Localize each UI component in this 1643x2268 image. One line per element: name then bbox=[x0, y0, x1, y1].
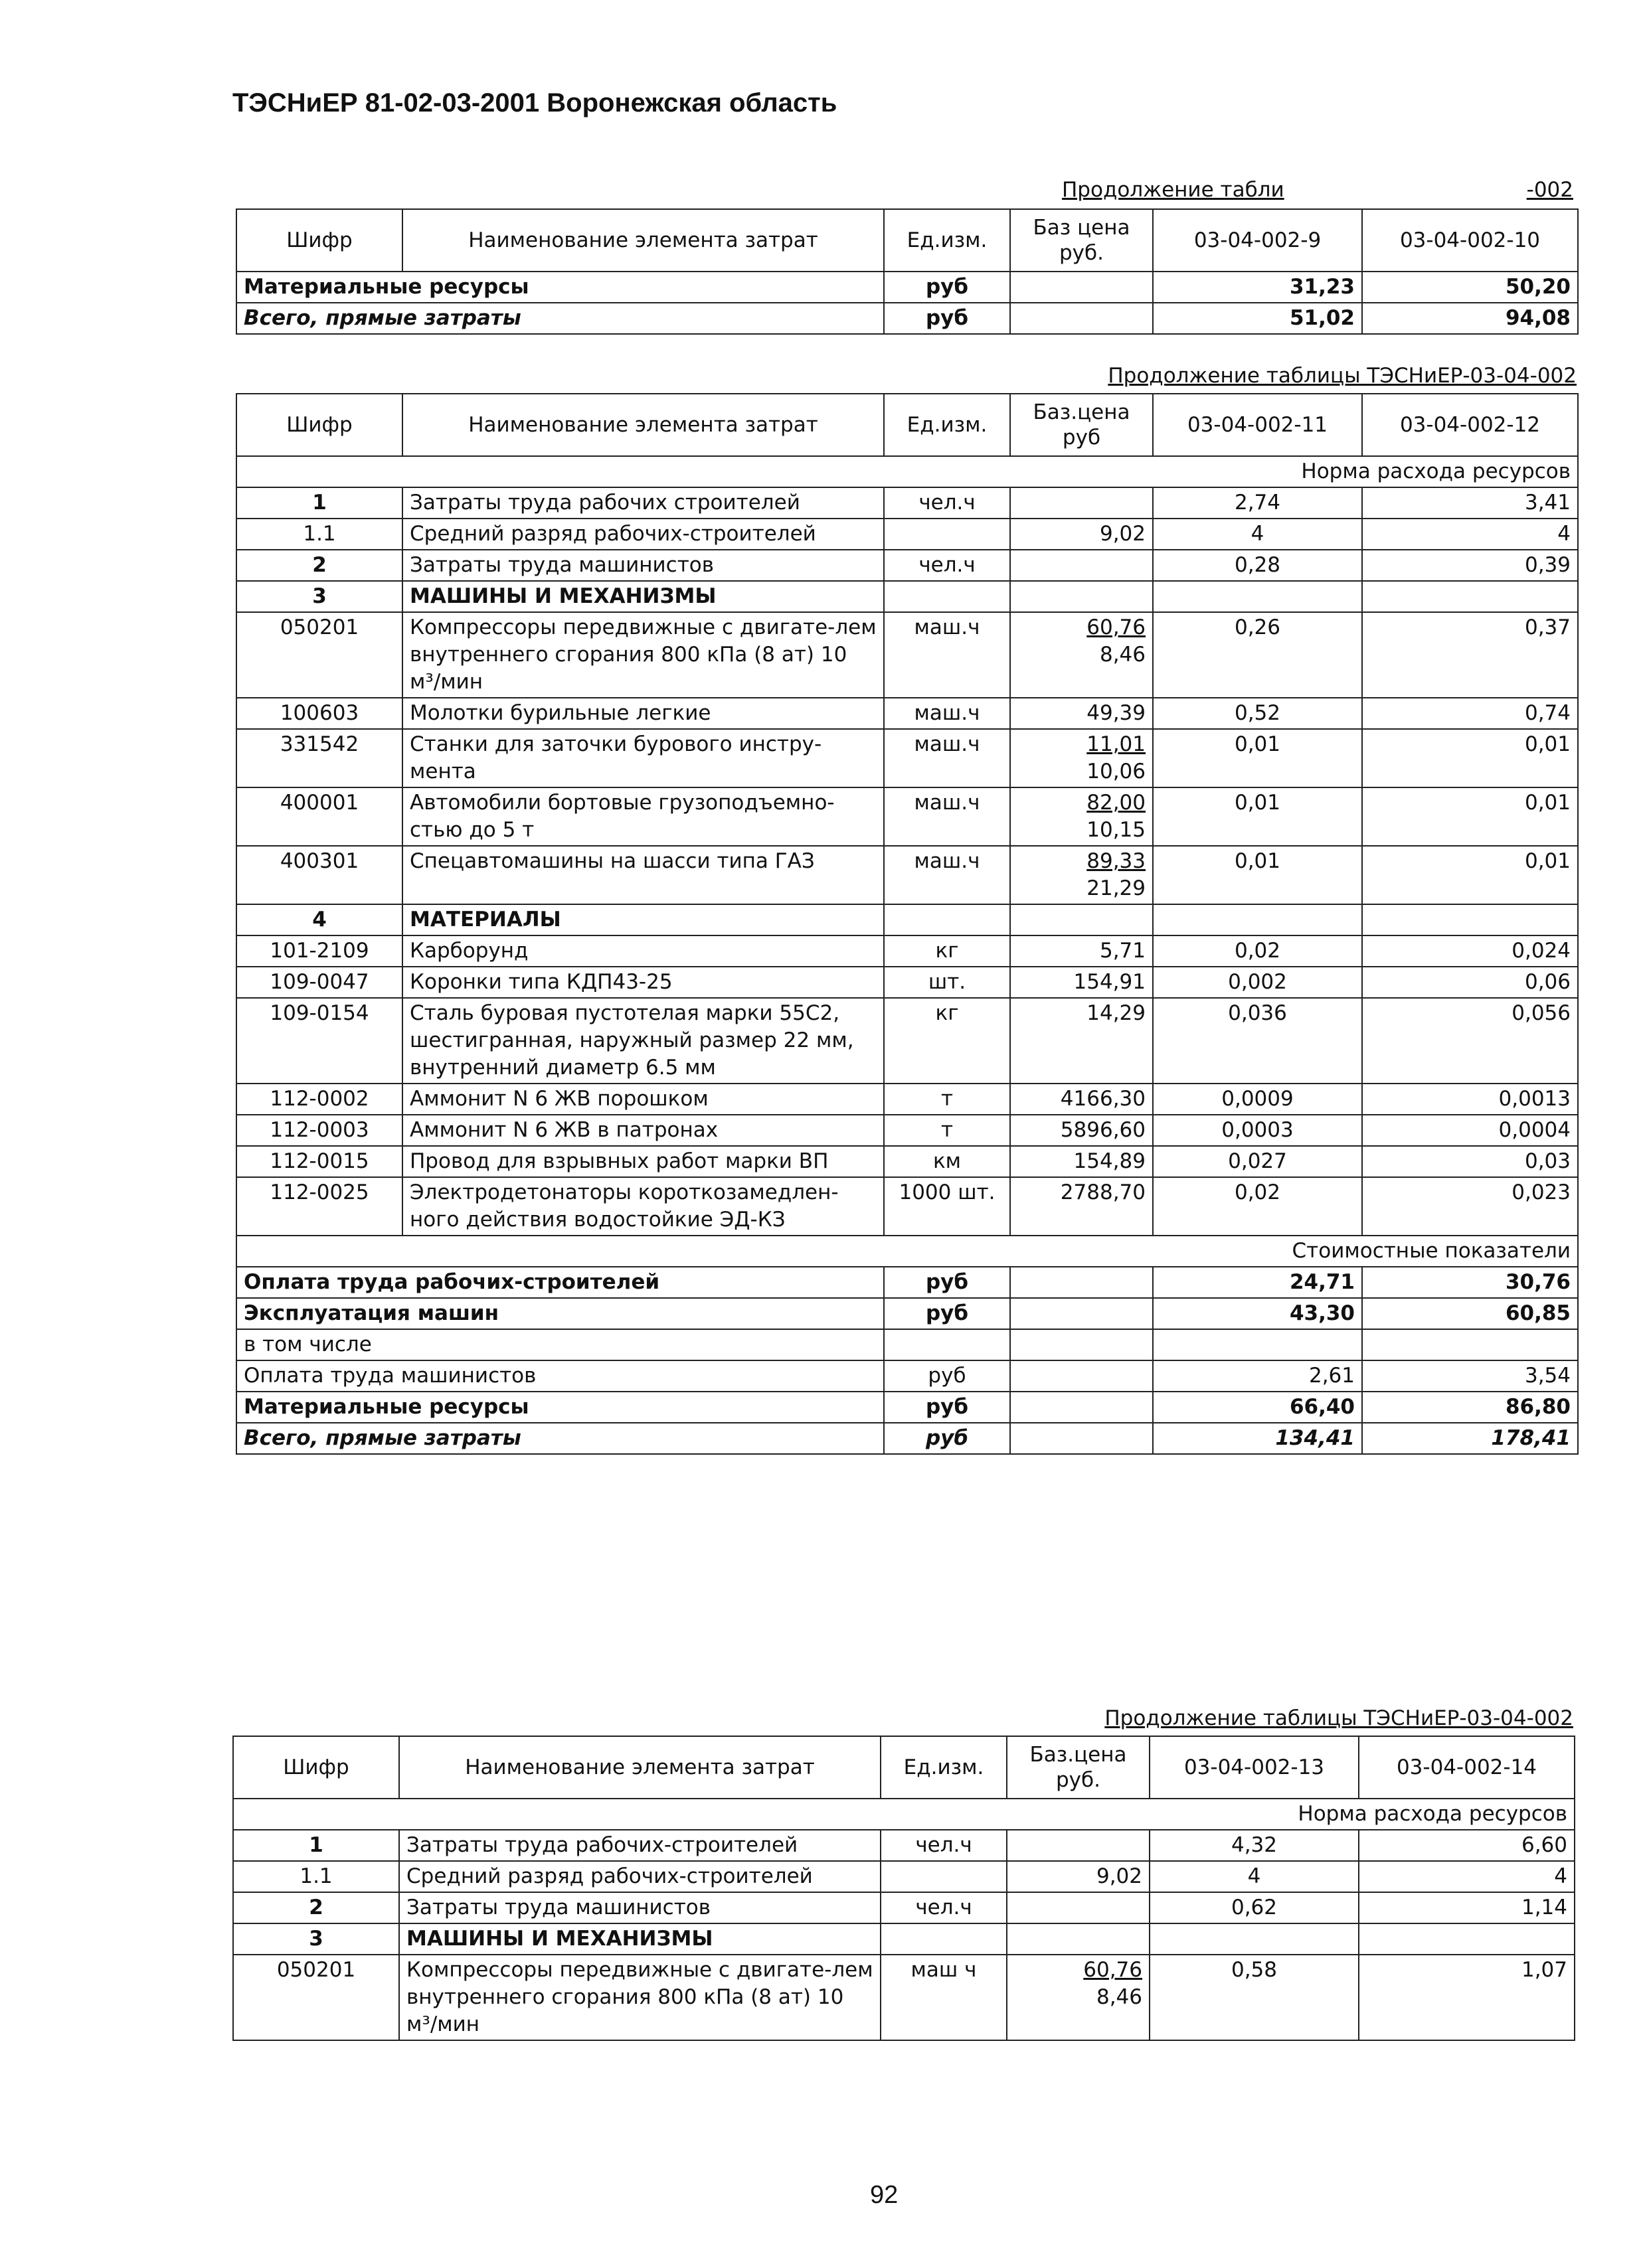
cost-name-cell: Оплата труда машинистов bbox=[236, 1360, 884, 1392]
name-cell: Станки для заточки бурового инстру-мента bbox=[402, 729, 884, 787]
value1-cell: 2,61 bbox=[1153, 1360, 1362, 1392]
name-cell: Спецавтомашины на шасси типа ГАЗ bbox=[402, 846, 884, 904]
table2-caption bbox=[1108, 364, 1577, 388]
value2-cell: 0,056 bbox=[1362, 998, 1578, 1084]
name-cell: Компрессоры передвижные с двигате-лем внутреннего сгорания 800 кПа (8 ат) 10 м³/мин bbox=[402, 612, 884, 698]
price-main: 89,33 bbox=[1086, 849, 1146, 873]
header-unit: Ед.изм. bbox=[881, 1736, 1007, 1799]
unit-cell: т bbox=[884, 1084, 1010, 1115]
cost-row bbox=[236, 272, 1578, 303]
unit-cell: шт. bbox=[884, 967, 1010, 998]
price-cell: 9,02 bbox=[1010, 519, 1153, 550]
value2-cell: 0,06 bbox=[1362, 967, 1578, 998]
code-cell: 050201 bbox=[236, 612, 402, 698]
unit-cell: маш.ч bbox=[884, 846, 1010, 904]
value1-cell: 51,02 bbox=[1153, 303, 1362, 334]
table1-caption-right: -002 bbox=[1526, 178, 1573, 202]
value1-cell: 24,71 bbox=[1153, 1267, 1362, 1298]
price-cell bbox=[1010, 1392, 1153, 1423]
price-cell bbox=[1010, 303, 1153, 334]
price-cell bbox=[1010, 272, 1153, 303]
value1-cell: 0,01 bbox=[1153, 846, 1362, 904]
name-cell: Провод для взрывных работ марки ВП bbox=[402, 1146, 884, 1177]
cost-row bbox=[236, 1392, 1578, 1423]
labor-row bbox=[233, 1892, 1575, 1923]
value1-cell bbox=[1153, 581, 1362, 612]
unit-cell bbox=[881, 1923, 1007, 1955]
price-cell: 5,71 bbox=[1010, 935, 1153, 967]
material-row bbox=[236, 1146, 1578, 1177]
value2-cell bbox=[1362, 581, 1578, 612]
name-cell: Сталь буровая пустотелая марки 55С2, шестигранная, наружный размер 22 мм, внутренний диаметр 6.5 мм bbox=[402, 998, 884, 1084]
value2-cell: 0,0013 bbox=[1362, 1084, 1578, 1115]
unit-cell: кг bbox=[884, 935, 1010, 967]
header-shifr: Шифр bbox=[236, 394, 402, 456]
code-cell: 1.1 bbox=[233, 1861, 399, 1892]
code-cell: 3 bbox=[236, 581, 402, 612]
value2-cell bbox=[1359, 1923, 1575, 1955]
header-name: Наименование элемента затрат bbox=[402, 394, 884, 456]
value1-cell: 0,036 bbox=[1153, 998, 1362, 1084]
material-row bbox=[236, 1084, 1578, 1115]
unit-cell: кг bbox=[884, 998, 1010, 1084]
unit-cell bbox=[884, 519, 1010, 550]
price-cell: 5896,60 bbox=[1010, 1115, 1153, 1146]
unit-cell: чел.ч bbox=[881, 1892, 1007, 1923]
header-shifr: Шифр bbox=[236, 209, 402, 272]
table3 bbox=[232, 1736, 1575, 2041]
price-cell bbox=[1007, 1830, 1150, 1861]
value1-cell: 4 bbox=[1150, 1861, 1359, 1892]
unit-cell: км bbox=[884, 1146, 1010, 1177]
cost-name-cell: Материальные ресурсы bbox=[236, 272, 884, 303]
unit-cell: руб bbox=[884, 1267, 1010, 1298]
price-cell bbox=[1010, 581, 1153, 612]
table1-caption-left: Продолжение табли bbox=[1062, 178, 1284, 202]
value1-cell: 4,32 bbox=[1150, 1830, 1359, 1861]
cost-row bbox=[236, 1267, 1578, 1298]
code-cell: 1.1 bbox=[236, 519, 402, 550]
price-cell bbox=[1010, 1298, 1153, 1329]
value1-cell: 0,28 bbox=[1153, 550, 1362, 581]
table3-caption-text: Продолжение таблицы ТЭСНиЕР-03-04-002 bbox=[1104, 1706, 1573, 1730]
labor-row bbox=[233, 1830, 1575, 1861]
price-cell: 49,39 bbox=[1010, 698, 1153, 729]
material-row bbox=[236, 935, 1578, 967]
value2-cell: 3,54 bbox=[1362, 1360, 1578, 1392]
unit-cell: чел.ч bbox=[884, 550, 1010, 581]
value2-cell: 0,024 bbox=[1362, 935, 1578, 967]
code-cell: 3 bbox=[233, 1923, 399, 1955]
value1-cell: 4 bbox=[1153, 519, 1362, 550]
value2-cell: 1,14 bbox=[1359, 1892, 1575, 1923]
unit-cell: руб bbox=[884, 1423, 1010, 1454]
name-cell: Коронки типа КДП43-25 bbox=[402, 967, 884, 998]
table1-header bbox=[236, 209, 1578, 272]
norma-label: Норма расхода ресурсов bbox=[236, 456, 1578, 487]
header-shifr: Шифр bbox=[233, 1736, 399, 1799]
labor-row bbox=[236, 487, 1578, 519]
machine-row bbox=[236, 698, 1578, 729]
price-cell: 14,29 bbox=[1010, 998, 1153, 1084]
cost-row bbox=[236, 1329, 1578, 1360]
value2-cell: 4 bbox=[1359, 1861, 1575, 1892]
value2-cell: 30,76 bbox=[1362, 1267, 1578, 1298]
section-title: МАШИНЫ И МЕХАНИЗМЫ bbox=[399, 1923, 881, 1955]
header-name: Наименование элемента затрат bbox=[402, 209, 884, 272]
unit-cell: 1000 шт. bbox=[884, 1177, 1010, 1236]
value1-cell: 0,01 bbox=[1153, 787, 1362, 846]
name-cell: Затраты труда рабочих строителей bbox=[402, 487, 884, 519]
cost-row bbox=[236, 1298, 1578, 1329]
price-cell: 154,91 bbox=[1010, 967, 1153, 998]
price-cell: 4166,30 bbox=[1010, 1084, 1153, 1115]
page-number: 92 bbox=[870, 2181, 899, 2209]
cost-name-cell: Всего, прямые затраты bbox=[236, 1423, 884, 1454]
unit-cell: маш.ч bbox=[884, 729, 1010, 787]
price-secondary: 10,15 bbox=[1086, 818, 1146, 842]
cost-name-cell: Всего, прямые затраты bbox=[236, 303, 884, 334]
header-price: Баз.цена руб bbox=[1010, 394, 1153, 456]
value1-cell: 31,23 bbox=[1153, 272, 1362, 303]
name-cell: Электродетонаторы короткозамедлен-ного действия водостойкие ЭД-КЗ bbox=[402, 1177, 884, 1236]
code-cell: 109-0047 bbox=[236, 967, 402, 998]
cost-name-cell: в том числе bbox=[236, 1329, 884, 1360]
value2-cell: 178,41 bbox=[1362, 1423, 1578, 1454]
labor-row bbox=[233, 1861, 1575, 1892]
code-cell: 109-0154 bbox=[236, 998, 402, 1084]
unit-cell: руб bbox=[884, 1298, 1010, 1329]
unit-cell: маш.ч bbox=[884, 612, 1010, 698]
cost-title-row bbox=[236, 1236, 1578, 1267]
value2-cell: 50,20 bbox=[1362, 272, 1578, 303]
value1-cell bbox=[1153, 904, 1362, 935]
header-col2: 03-04-002-10 bbox=[1362, 209, 1578, 272]
code-cell: 2 bbox=[233, 1892, 399, 1923]
value2-cell: 0,01 bbox=[1362, 729, 1578, 787]
code-cell: 101-2109 bbox=[236, 935, 402, 967]
value1-cell: 0,0009 bbox=[1153, 1084, 1362, 1115]
material-row bbox=[236, 1115, 1578, 1146]
value1-cell: 0,0003 bbox=[1153, 1115, 1362, 1146]
machine-row bbox=[236, 612, 1578, 698]
value1-cell: 0,01 bbox=[1153, 729, 1362, 787]
price-main: 82,00 bbox=[1086, 791, 1146, 815]
value2-cell bbox=[1362, 904, 1578, 935]
header-col2: 03-04-002-14 bbox=[1359, 1736, 1575, 1799]
name-cell: Затраты труда машинистов bbox=[402, 550, 884, 581]
cost-title: Стоимостные показатели bbox=[236, 1236, 1578, 1267]
code-cell: 112-0015 bbox=[236, 1146, 402, 1177]
code-cell: 400301 bbox=[236, 846, 402, 904]
name-cell: Средний разряд рабочих-строителей bbox=[402, 519, 884, 550]
material-row bbox=[236, 1177, 1578, 1236]
unit-cell bbox=[884, 904, 1010, 935]
machine-row bbox=[236, 846, 1578, 904]
header-col1: 03-04-002-9 bbox=[1153, 209, 1362, 272]
price-cell bbox=[1010, 550, 1153, 581]
name-cell: Средний разряд рабочих-строителей bbox=[399, 1861, 881, 1892]
value1-cell: 0,02 bbox=[1153, 1177, 1362, 1236]
name-cell: Аммонит N 6 ЖВ в патронах bbox=[402, 1115, 884, 1146]
value1-cell: 43,30 bbox=[1153, 1298, 1362, 1329]
header-col1: 03-04-002-13 bbox=[1150, 1736, 1359, 1799]
header-col1: 03-04-002-11 bbox=[1153, 394, 1362, 456]
price-cell bbox=[1010, 612, 1153, 698]
price-secondary: 21,29 bbox=[1086, 876, 1146, 900]
header-unit: Ед.изм. bbox=[884, 209, 1010, 272]
price-cell bbox=[1010, 1267, 1153, 1298]
name-cell: Компрессоры передвижные с двигате-лем внутреннего сгорания 800 кПа (8 ат) 10 м³/мин bbox=[399, 1955, 881, 2040]
header-price: Баз.цена руб. bbox=[1007, 1736, 1150, 1799]
price-cell bbox=[1010, 846, 1153, 904]
price-cell bbox=[1010, 904, 1153, 935]
code-cell: 112-0002 bbox=[236, 1084, 402, 1115]
header-unit: Ед.изм. bbox=[884, 394, 1010, 456]
norma-row bbox=[233, 1799, 1575, 1830]
document-title: ТЭСНиЕР 81-02-03-2001 Воронежская область bbox=[232, 88, 837, 118]
cost-row bbox=[236, 303, 1578, 334]
value2-cell: 0,023 bbox=[1362, 1177, 1578, 1236]
value1-cell: 0,58 bbox=[1150, 1955, 1359, 2040]
value2-cell: 0,01 bbox=[1362, 846, 1578, 904]
name-cell: Затраты труда рабочих-строителей bbox=[399, 1830, 881, 1861]
price-secondary: 8,46 bbox=[1096, 1985, 1142, 2009]
section-row bbox=[233, 1923, 1575, 1955]
value1-cell bbox=[1150, 1923, 1359, 1955]
unit-cell: чел.ч bbox=[881, 1830, 1007, 1861]
value1-cell: 134,41 bbox=[1153, 1423, 1362, 1454]
price-cell bbox=[1010, 1329, 1153, 1360]
name-cell: Карборунд bbox=[402, 935, 884, 967]
machine-row bbox=[236, 729, 1578, 787]
value2-cell bbox=[1362, 1329, 1578, 1360]
value2-cell: 0,01 bbox=[1362, 787, 1578, 846]
material-row bbox=[236, 967, 1578, 998]
price-secondary: 10,06 bbox=[1086, 760, 1146, 783]
section-row bbox=[236, 581, 1578, 612]
unit-cell: руб bbox=[884, 272, 1010, 303]
value1-cell: 0,62 bbox=[1150, 1892, 1359, 1923]
unit-cell: руб bbox=[884, 303, 1010, 334]
price-cell: 2788,70 bbox=[1010, 1177, 1153, 1236]
price-cell bbox=[1007, 1923, 1150, 1955]
price-cell: 154,89 bbox=[1010, 1146, 1153, 1177]
value2-cell: 1,07 bbox=[1359, 1955, 1575, 2040]
unit-cell bbox=[884, 1329, 1010, 1360]
price-main: 11,01 bbox=[1086, 732, 1146, 756]
value2-cell: 3,41 bbox=[1362, 487, 1578, 519]
code-cell: 050201 bbox=[233, 1955, 399, 2040]
unit-cell: чел.ч bbox=[884, 487, 1010, 519]
price-cell bbox=[1007, 1892, 1150, 1923]
price-cell bbox=[1010, 487, 1153, 519]
value2-cell: 94,08 bbox=[1362, 303, 1578, 334]
labor-row bbox=[236, 519, 1578, 550]
header-col2: 03-04-002-12 bbox=[1362, 394, 1578, 456]
value2-cell: 0,74 bbox=[1362, 698, 1578, 729]
cost-row bbox=[236, 1360, 1578, 1392]
unit-cell: маш.ч bbox=[884, 787, 1010, 846]
name-cell: Автомобили бортовые грузоподъемно-стью до 5 т bbox=[402, 787, 884, 846]
code-cell: 112-0003 bbox=[236, 1115, 402, 1146]
table1 bbox=[236, 208, 1579, 335]
price-main: 60,76 bbox=[1086, 615, 1146, 639]
section-title: МАШИНЫ И МЕХАНИЗМЫ bbox=[402, 581, 884, 612]
table2-caption-text: Продолжение таблицы ТЭСНиЕР-03-04-002 bbox=[1108, 364, 1577, 388]
cost-name-cell: Эксплуатация машин bbox=[236, 1298, 884, 1329]
value1-cell: 0,027 bbox=[1153, 1146, 1362, 1177]
price-secondary: 8,46 bbox=[1099, 643, 1146, 667]
code-cell: 2 bbox=[236, 550, 402, 581]
value2-cell: 4 bbox=[1362, 519, 1578, 550]
value2-cell: 0,37 bbox=[1362, 612, 1578, 698]
price-cell bbox=[1010, 787, 1153, 846]
price-cell: 9,02 bbox=[1007, 1861, 1150, 1892]
value2-cell: 0,0004 bbox=[1362, 1115, 1578, 1146]
material-row bbox=[236, 998, 1578, 1084]
name-cell: Молотки бурильные легкие bbox=[402, 698, 884, 729]
unit-cell: маш ч bbox=[881, 1955, 1007, 2040]
norma-row bbox=[236, 456, 1578, 487]
price-cell bbox=[1010, 729, 1153, 787]
cost-name-cell: Материальные ресурсы bbox=[236, 1392, 884, 1423]
machine-row bbox=[236, 787, 1578, 846]
price-cell bbox=[1010, 1360, 1153, 1392]
value1-cell: 66,40 bbox=[1153, 1392, 1362, 1423]
cost-name-cell: Оплата труда рабочих-строителей bbox=[236, 1267, 884, 1298]
unit-cell bbox=[881, 1861, 1007, 1892]
machine-row bbox=[233, 1955, 1575, 2040]
value1-cell: 0,02 bbox=[1153, 935, 1362, 967]
value2-cell: 6,60 bbox=[1359, 1830, 1575, 1861]
cost-row bbox=[236, 1423, 1578, 1454]
price-cell bbox=[1010, 1423, 1153, 1454]
code-cell: 1 bbox=[233, 1830, 399, 1861]
table2-header bbox=[236, 394, 1578, 456]
table2 bbox=[236, 393, 1579, 1455]
header-name: Наименование элемента затрат bbox=[399, 1736, 881, 1799]
price-cell bbox=[1007, 1955, 1150, 2040]
unit-cell bbox=[884, 581, 1010, 612]
code-cell: 400001 bbox=[236, 787, 402, 846]
code-cell: 112-0025 bbox=[236, 1177, 402, 1236]
table3-caption bbox=[1104, 1706, 1573, 1730]
section-title: МАТЕРИАЛЫ bbox=[402, 904, 884, 935]
unit-cell: т bbox=[884, 1115, 1010, 1146]
name-cell: Затраты труда машинистов bbox=[399, 1892, 881, 1923]
price-main: 60,76 bbox=[1083, 1958, 1142, 1982]
code-cell: 1 bbox=[236, 487, 402, 519]
header-price: Баз цена руб. bbox=[1010, 209, 1153, 272]
unit-cell: руб bbox=[884, 1392, 1010, 1423]
value2-cell: 60,85 bbox=[1362, 1298, 1578, 1329]
value1-cell: 0,52 bbox=[1153, 698, 1362, 729]
value2-cell: 0,03 bbox=[1362, 1146, 1578, 1177]
section-row bbox=[236, 904, 1578, 935]
code-cell: 4 bbox=[236, 904, 402, 935]
table3-header bbox=[233, 1736, 1575, 1799]
unit-cell: маш.ч bbox=[884, 698, 1010, 729]
code-cell: 100603 bbox=[236, 698, 402, 729]
value1-cell bbox=[1153, 1329, 1362, 1360]
value1-cell: 0,002 bbox=[1153, 967, 1362, 998]
value2-cell: 86,80 bbox=[1362, 1392, 1578, 1423]
value2-cell: 0,39 bbox=[1362, 550, 1578, 581]
unit-cell: руб bbox=[884, 1360, 1010, 1392]
norma-label: Норма расхода ресурсов bbox=[233, 1799, 1575, 1830]
labor-row bbox=[236, 550, 1578, 581]
value1-cell: 0,26 bbox=[1153, 612, 1362, 698]
value1-cell: 2,74 bbox=[1153, 487, 1362, 519]
name-cell: Аммонит N 6 ЖВ порошком bbox=[402, 1084, 884, 1115]
code-cell: 331542 bbox=[236, 729, 402, 787]
